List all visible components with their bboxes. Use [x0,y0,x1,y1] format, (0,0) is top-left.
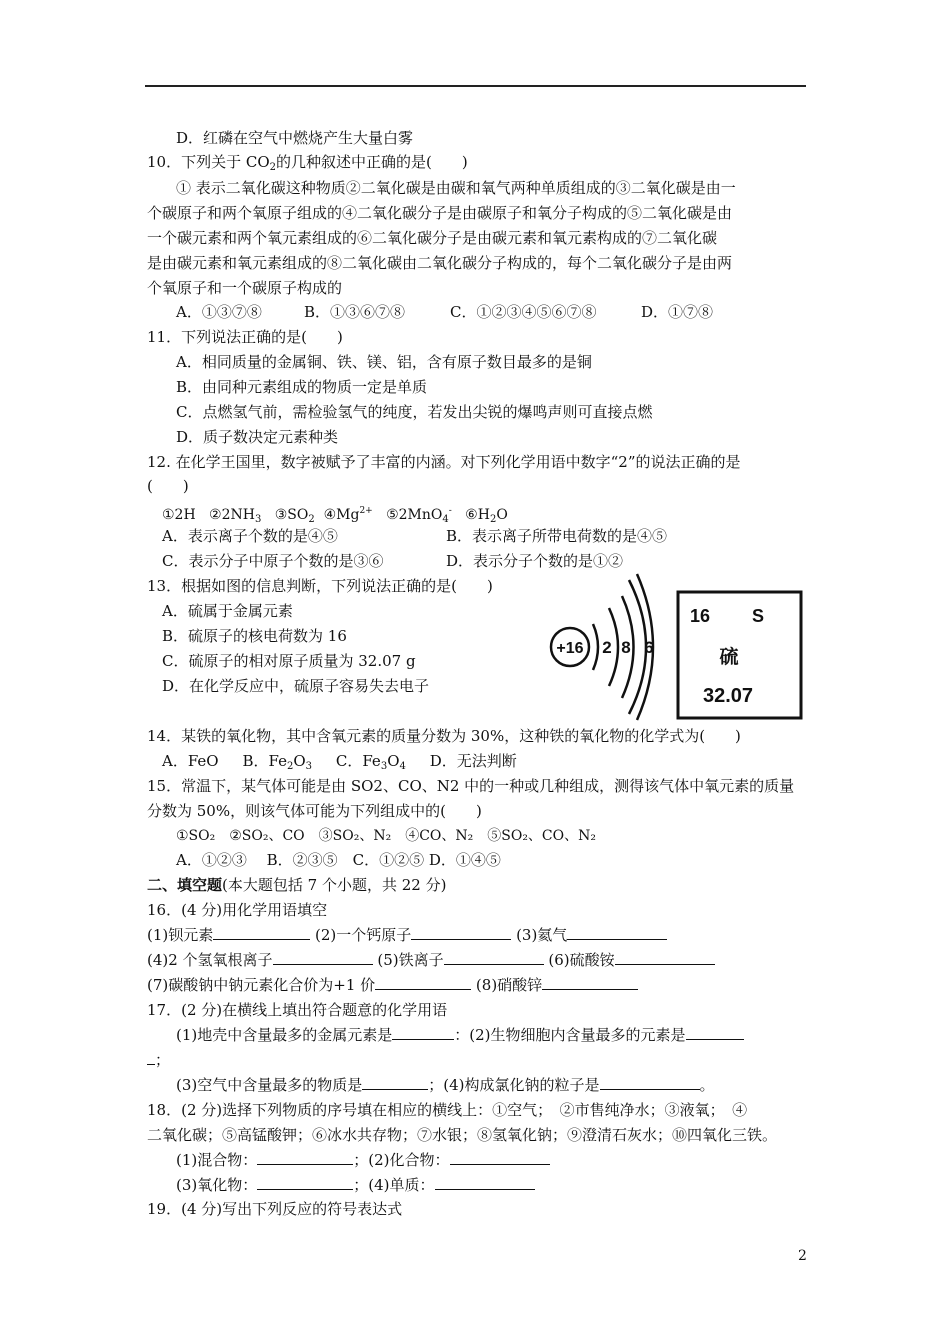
q11-option-c: C．点燃氢气前，需检验氢气的纯度，若发出尖锐的爆鸣声则可直接点燃 [176,403,653,421]
q13-option-b: B．硫原子的核电荷数为 16 [162,627,347,645]
q17-line: (1)地壳中含量最多的金属元素是 ：(2)生物细胞内含量最多的元素是 [176,1025,744,1045]
atomic-mass: 32.07 [702,685,754,707]
q11-option-b: B．由同种元素组成的物质一定是单质 [176,378,428,396]
q18-stem-line1: 18．(2 分)选择下列物质的序号填在相应的横线上：①空气； ②市售纯净水；③液氧； ④ [147,1101,748,1119]
q13-option-d: D．在化学反应中，硫原子容易失去电子 [162,677,430,695]
shell-electron-count: 6 [644,638,654,657]
q13-stem: 13．根据如图的信息判断，下列说法正确的是( ) [147,577,493,595]
shell-electron-count: 8 [621,638,631,657]
q12-option-c: C．表示分子中原子个数的是③⑥ [162,552,384,570]
q17-line: (3)空气中含量最多的物质是 ；(4)构成氯化钠的粒子是 。 [176,1076,715,1094]
q13-option-a: A．硫属于金属元素 [162,602,293,620]
q12-paren: ( ) [147,477,189,495]
page-number: 2 [798,1248,807,1264]
q18-line: (1)混合物： ；(2)化合物： [176,1150,550,1170]
q10-statement-line: 是由碳元素和氧元素组成的⑧二氧化碳由二氧化碳分子构成的，每个二氧化碳分子是由两 [147,254,733,272]
sulfur-atom-figure [545,572,805,722]
q12-symbols: ①2H $②2NH_3$ $③SO_2$ $④Mg^{2+}$ ⑤2MnO$_4$- $⑥H_2O$ [162,506,508,525]
q19-stem: 19．(4 分)写出下列反应的符号表达式 [147,1200,403,1218]
q10-option-b: B．①③⑥⑦⑧ [304,303,406,321]
q18-stem-line2: 二氧化碳；⑤高锰酸钾；⑥冰水共存物；⑦水银；⑧氢氧化钠；⑨澄清石灰水；⑩四氧化三铁。 [147,1126,778,1144]
q17-line-end: ； [147,1050,170,1070]
periodic-table-cell [678,592,801,718]
section-heading: 二、填空题(本大题包括 7 个小题，共 22 分) [147,876,447,894]
q12-option-d: D．表示分子个数的是①② [446,552,624,570]
electron-shell-arc [593,624,598,670]
q14-stem: 14．某铁的氧化物，其中含氧元素的质量分数为 30%，这种铁的氧化物的化学式为( ) [147,727,741,745]
q15-stem-line1: 15．常温下，某气体可能是由 SO2、CO、N2 中的一种或几种组成，测得该气体中氧元素的质量 [147,777,795,795]
q15-choices: A．①②③ B．②③⑤ C．①②⑤ D．①④⑤ [176,851,501,869]
q16-stem: 16．(4 分)用化学用语填空 [147,901,328,919]
q10-statement-line: 一个碳元素和两个氧元素组成的⑥二氧化碳分子是由碳元素和氧元素构成的⑦二氧化碳 [147,229,718,247]
q10-stem: 10．下列关于 $CO_2$的几种叙述中正确的是( ) [147,153,468,173]
q10-option-a: A．①③⑦⑧ [176,303,262,321]
q10-statement-line: ① 表示二氧化碳这种物质②二氧化碳是由碳和氧气两种单质组成的③二氧化碳是由一 [176,179,736,197]
q9-option-d: D．红磷在空气中燃烧产生大量白雾 [176,129,414,147]
q16-row: (4)2 个氢氧根离子 (5)铁离子 (6)硫酸铵 [147,950,715,970]
q11-option-a: A．相同质量的金属铜、铁、镁、铝，含有原子数目最多的是铜 [176,353,592,371]
q18-line: (3)氧化物： ；(4)单质： [176,1175,535,1195]
q11-option-d: D．质子数决定元素种类 [176,428,339,446]
element-symbol: S [751,606,765,626]
q10-option-c: C．①②③④⑤⑥⑦⑧ [450,303,597,321]
q15-combinations: ①SO₂ ②SO₂、CO ③SO₂、N₂ ④CO、N₂ ⑤SO₂、CO、N₂ [176,828,596,844]
nucleus-charge: +16 [556,640,584,657]
q16-row: (7)碳酸钠中钠元素化合价为+1 价 (8)硝酸锌 [147,975,638,995]
atomic-number: 16 [689,606,711,626]
q14-options: A．FeO B．$Fe_2O_3$ C．$Fe_3O_4$ D．无法判断 [162,752,517,772]
q12-stem: 12. 在化学王国里，数字被赋予了丰富的内涵。对下列化学用语中数字“2”的说法正确的是 [147,453,741,471]
q10-option-d: D．①⑦⑧ [641,303,714,321]
element-name: 硫 [719,646,739,668]
q12-option-b: B．表示离子所带电荷数的是④⑤ [446,527,668,545]
q16-row: (1)钡元素 (2)一个钙原子 (3)氦气 [147,925,667,945]
atomic-structure-diagram [551,574,654,720]
q15-stem-line2: 分数为 50%，则该气体可能为下列组成中的( ) [147,802,482,820]
q12-option-a: A．表示离子个数的是④⑤ [162,527,338,545]
q13-option-c: C．硫原子的相对原子质量为 32.07 g [162,652,416,670]
q10-statement-line: 个氧原子和一个碳原子构成的 [147,279,343,297]
header-rule [145,85,806,87]
q11-stem: 11．下列说法正确的是( ) [147,328,343,346]
q17-stem: 17．(2 分)在横线上填出符合题意的化学用语 [147,1001,448,1019]
shell-electron-count: 2 [602,638,612,657]
q10-statement-line: 个碳原子和两个氧原子组成的④二氧化碳分子是由碳原子和氧分子构成的⑤二氧化碳是由 [147,204,733,222]
